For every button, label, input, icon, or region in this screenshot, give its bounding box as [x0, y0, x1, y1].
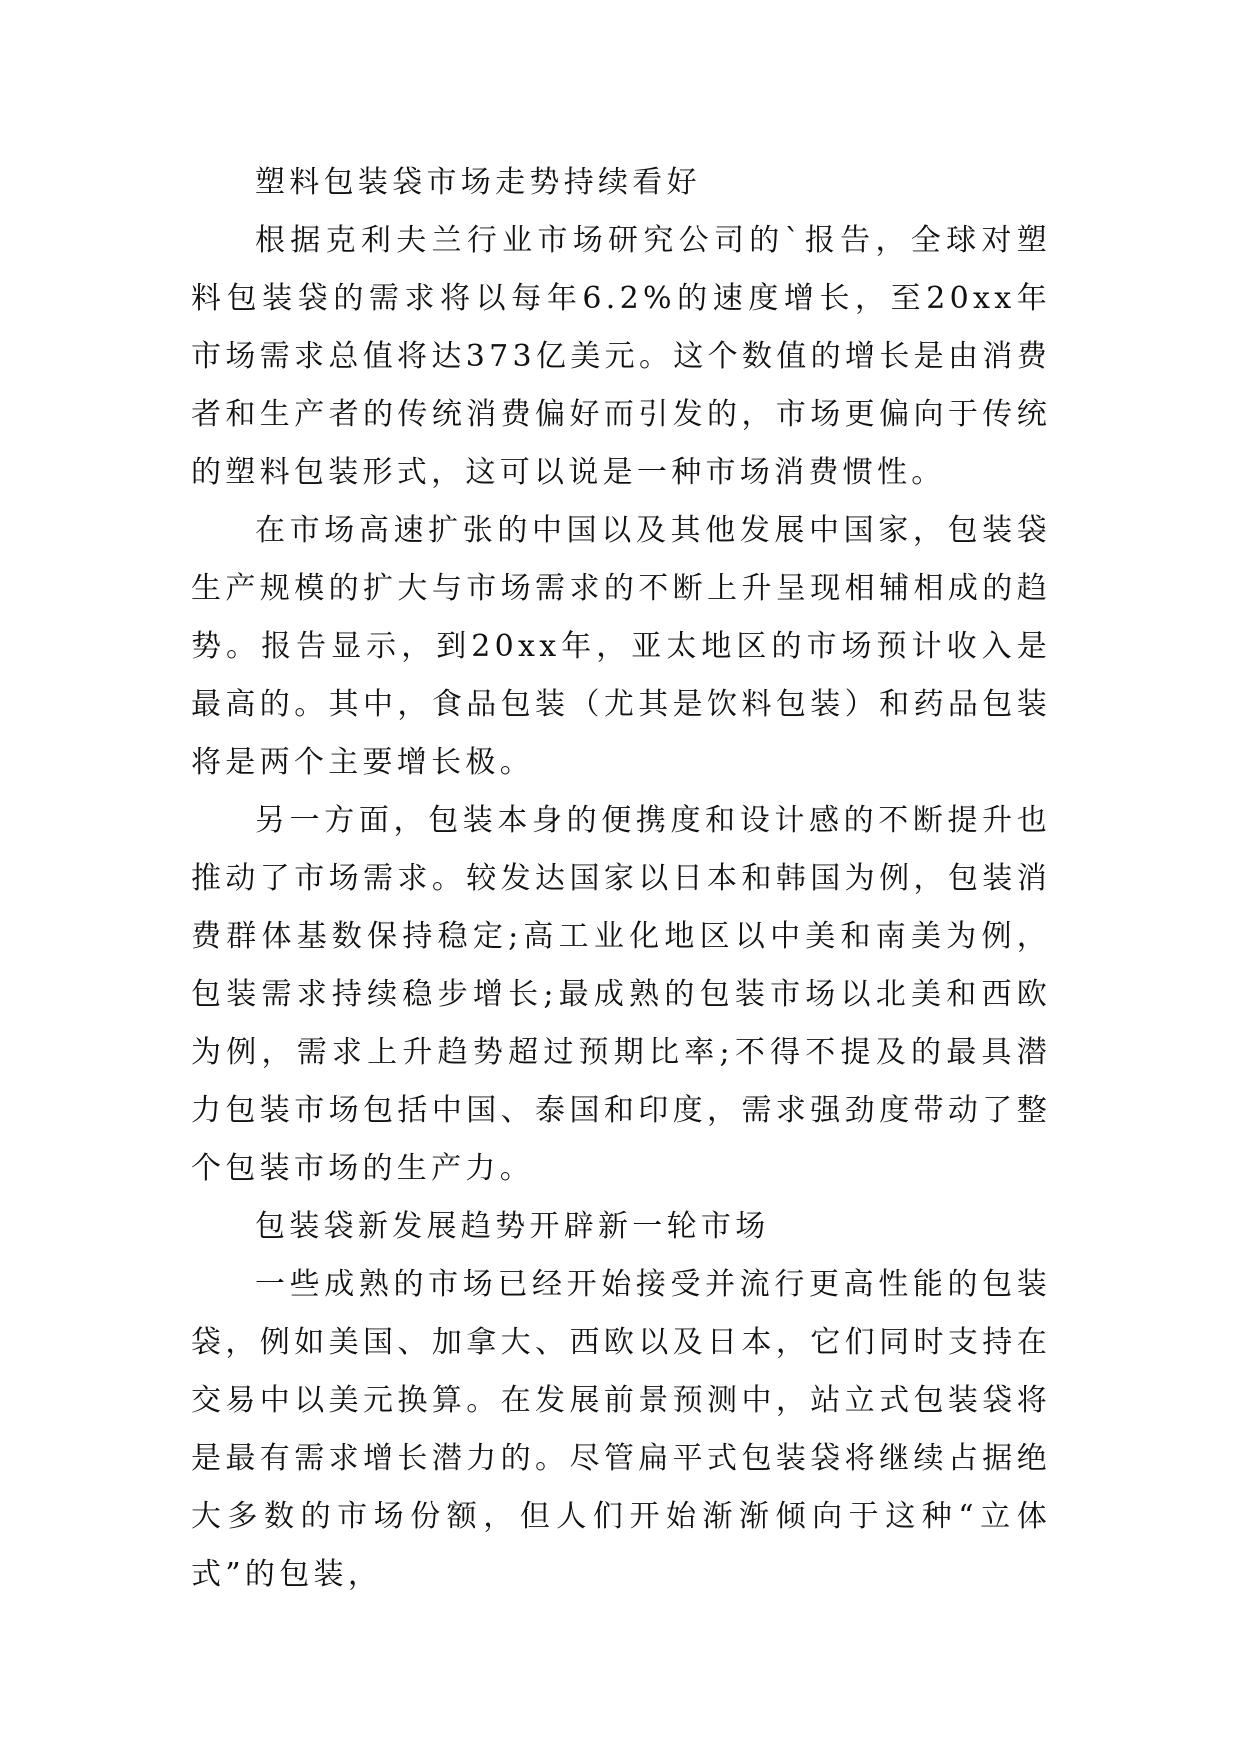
paragraph-mature-markets: 一些成熟的市场已经开始接受并流行更高性能的包装袋，例如美国、加拿大、西欧以及日本，它们同时支持在交易中以美元换算。在发展前景预测中，站立式包装袋将是最有需求增长潜力的。尽管扁平式包装袋将继续占据绝大多数的市场份额，但人们开始渐渐倾向于这种“立体式”的包装，	[191, 1267, 1051, 1592]
paragraph-china-developing-markets: 在市场高速扩张的中国以及其他发展中国家，包装袋生产规模的扩大与市场需求的不断上升呈现相辅相成的趋势。报告显示，到20xx年，亚太地区的市场预计收入是最高的。其中，食品包装（尤其是饮料包装）和药品包装将是两个主要增长极。	[191, 513, 1051, 780]
section-heading-market-trend: 塑料包装袋市场走势持续看好	[255, 165, 701, 200]
paragraph-portability-design: 另一方面，包装本身的便携度和设计感的不断提升也推动了市场需求。较发达国家以日本和韩国为例，包装消费群体基数保持稳定;高工业化地区以中美和南美为例，包装需求持续稳步增长;最成熟的包装市场以北美和西欧为例，需求上升趋势超过预期比率;不得不提及的最具潜力包装市场包括中国、泰国和印度，需求强劲度带动了整个包装市场的生产力。	[191, 803, 1051, 1186]
section-heading-new-trends: 包装袋新发展趋势开辟新一轮市场	[255, 1209, 770, 1244]
paragraph-global-demand: 根据克利夫兰行业市场研究公司的`报告，全球对塑料包装袋的需求将以每年6.2%的速度增长，至20xx年市场需求总值将达373亿美元。这个数值的增长是由消费者和生产者的传统消费偏好而引发的，市场更偏向于传统的塑料包装形式，这可以说是一种市场消费惯性。	[191, 223, 1051, 490]
document-body	[191, 154, 1051, 1604]
